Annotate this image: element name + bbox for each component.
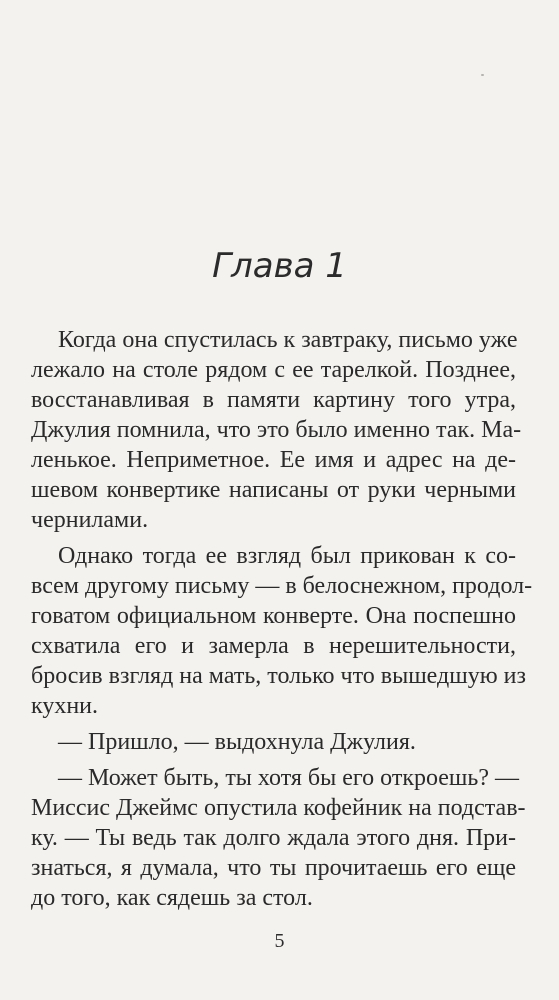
text-line: знаться, я думала, что ты прочитаешь его еще (31, 855, 516, 881)
paragraph-3 (31, 727, 516, 757)
paragraph-1 (31, 325, 522, 535)
text-line: до того, как сядешь за стол. (31, 885, 313, 911)
text-line: восстанавливая в памяти картину того утра, (31, 387, 516, 413)
text-line: ленькое. Неприметное. Ее имя и адрес на де- (31, 447, 516, 473)
paragraph-2 (31, 541, 533, 721)
text-line: кухни. (31, 693, 99, 719)
text-line: схватила его и замерла в нерешительности, (31, 633, 516, 659)
text-line: ку. — Ты ведь так долго ждала этого дня. При- (31, 825, 516, 851)
paragraph-4 (31, 763, 526, 913)
text-line: Когда она спустилась к завтраку, письмо уже (58, 327, 518, 353)
text-line: чернилами. (31, 507, 149, 533)
page-number: 5 (274, 930, 285, 952)
chapter-title: Глава 1 (212, 246, 347, 286)
text-line: всем другому письму — в белоснежном, продол- (31, 573, 533, 599)
text-line: Миссис Джеймс опустила кофейник на подстав- (31, 795, 526, 821)
text-line: шевом конвертике написаны от руки черными (31, 477, 516, 503)
text-line: Однако тогда ее взгляд был прикован к со- (58, 543, 516, 569)
text-line: — Пришло, — выдохнула Джулия. (58, 729, 416, 755)
text-line: лежало на столе рядом с ее тарелкой. Позднее, (31, 357, 516, 383)
text-line: бросив взгляд на мать, только что вышедшую из (31, 663, 526, 689)
body-text (31, 325, 533, 913)
text-line: говатом официальном конверте. Она поспешно (31, 603, 516, 629)
text-line: Джулия помнила, что это было именно так. Ма- (31, 417, 522, 443)
text-line: — Может быть, ты хотя бы его откроешь? — (58, 765, 520, 791)
paper-speck (481, 74, 484, 76)
